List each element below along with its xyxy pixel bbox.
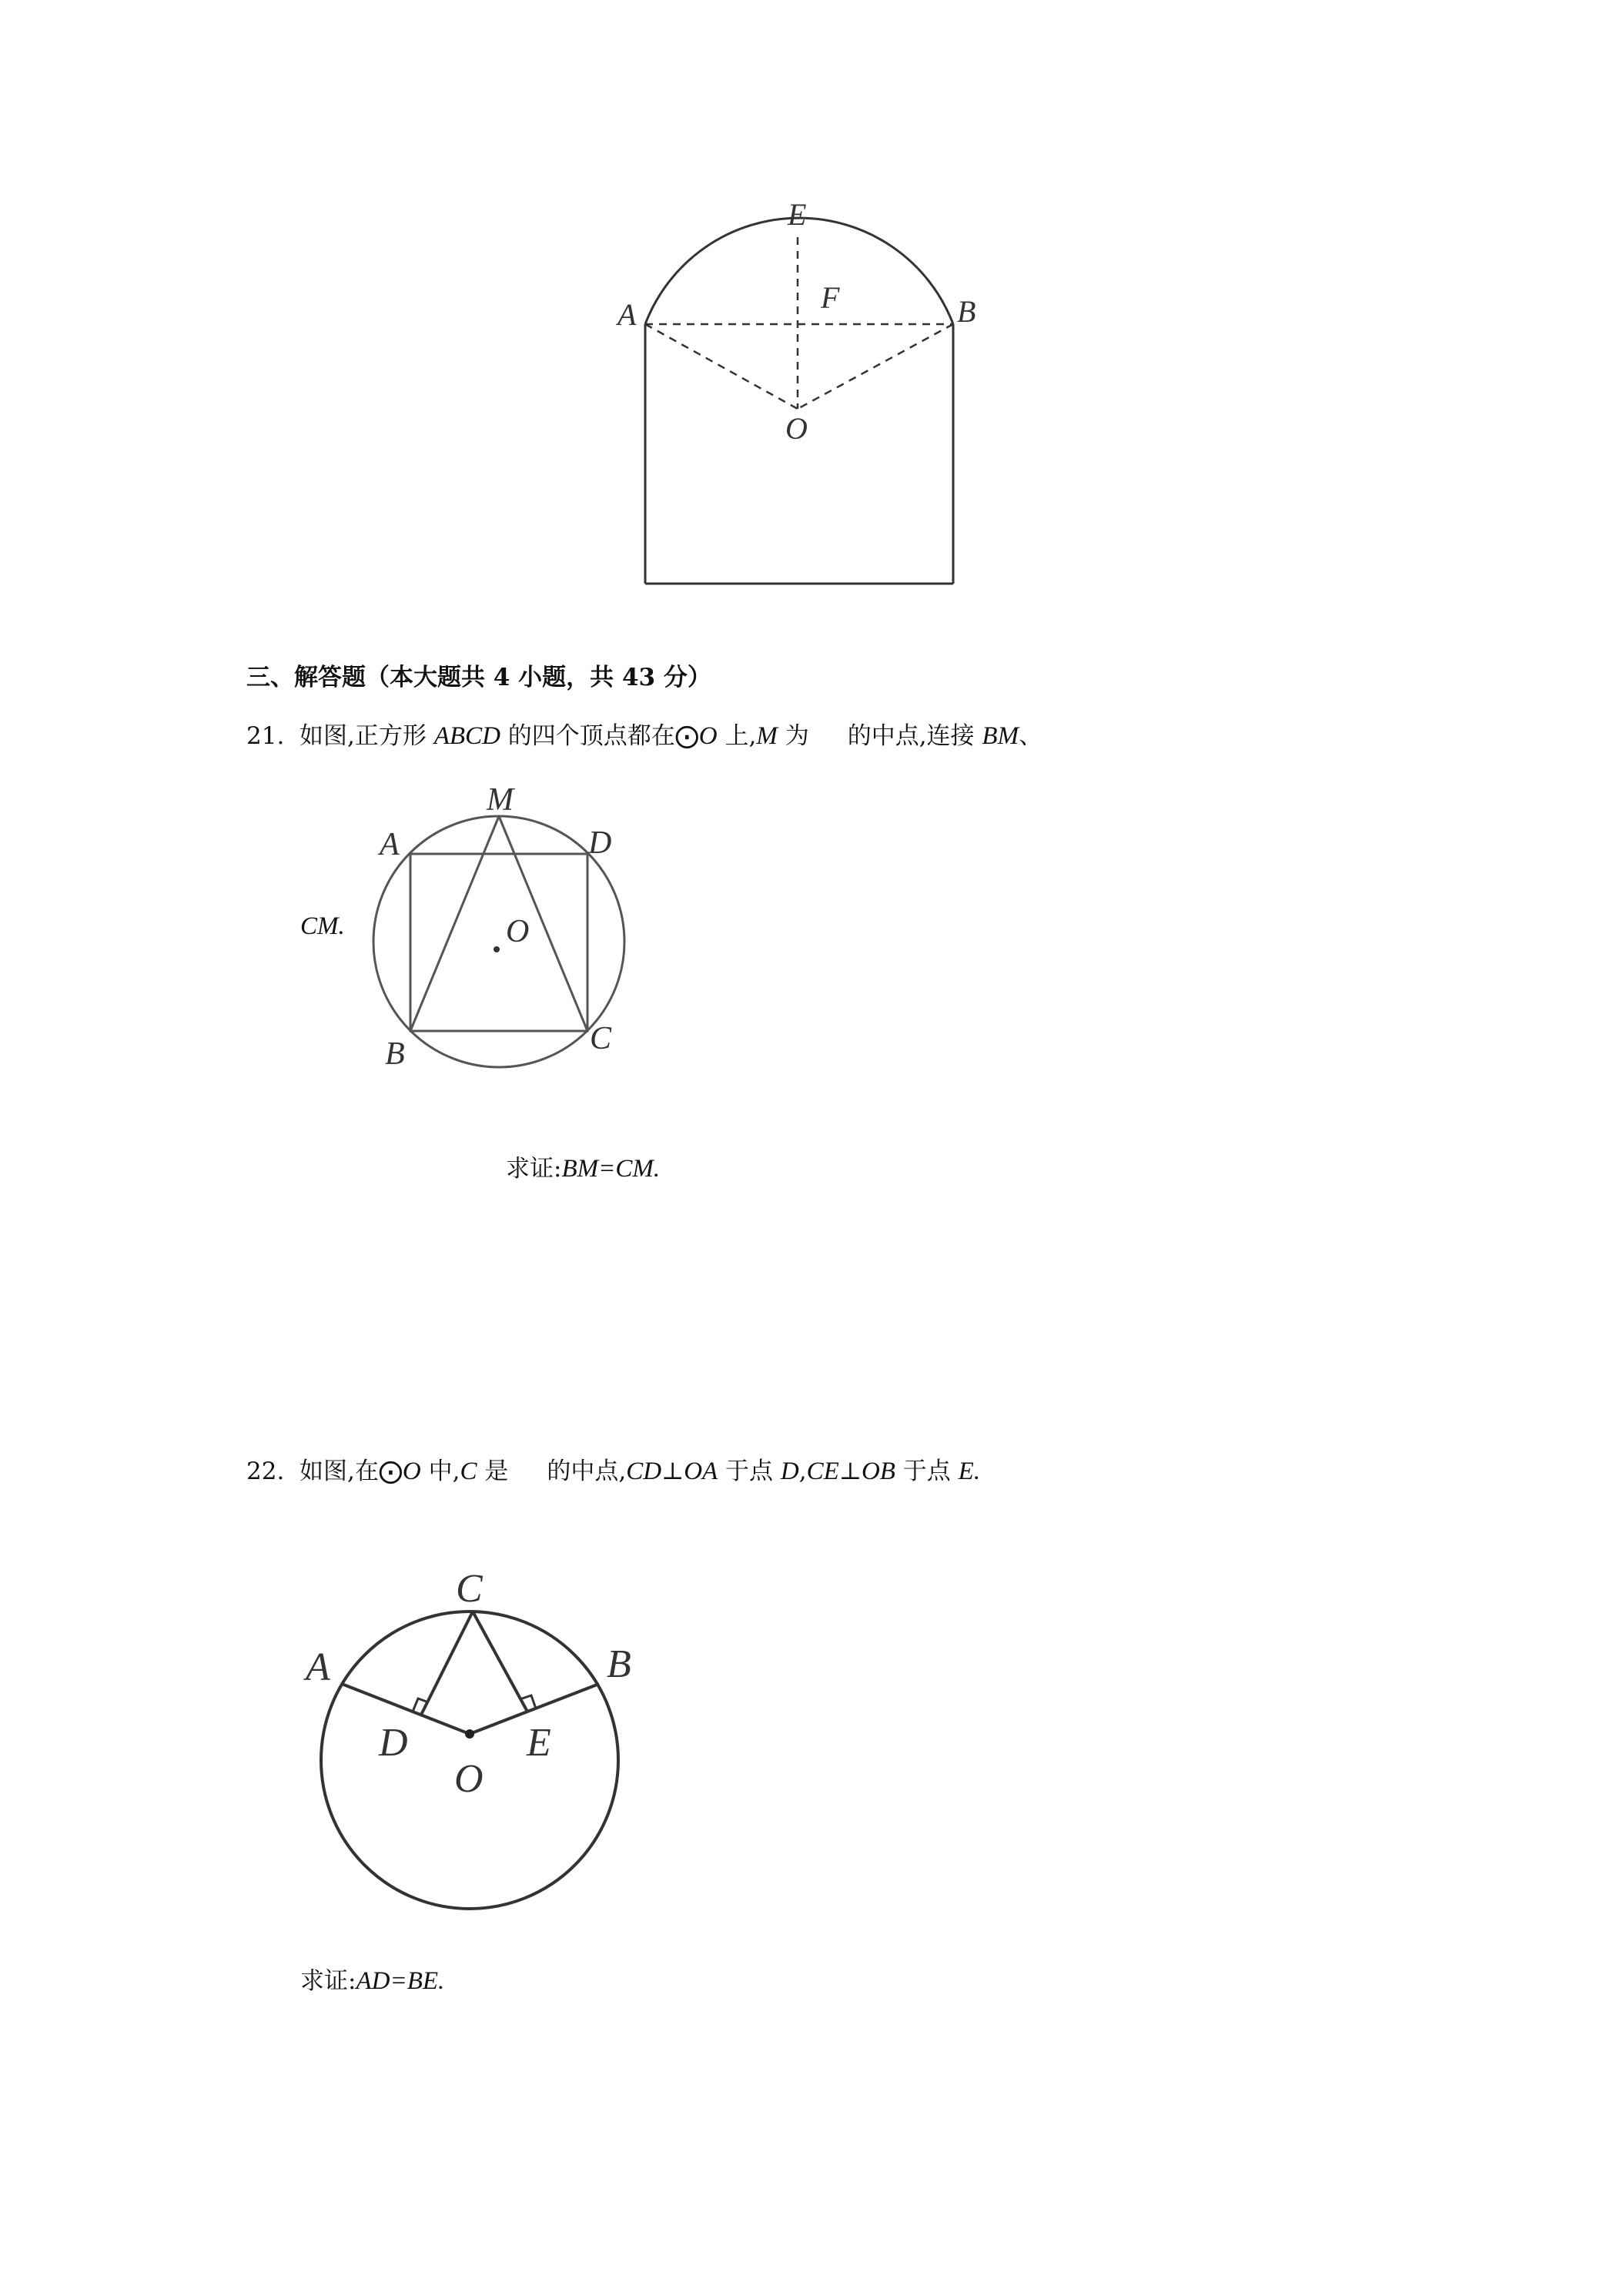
q22-prove (300, 1966, 444, 1996)
q21-label-c: C (590, 1021, 612, 1056)
q21-text-5: 的中点,连接 (847, 722, 982, 750)
q22-figure (293, 1540, 662, 1917)
q22-statement (246, 1456, 980, 1487)
q22-text-8: ⊥ (838, 1458, 862, 1485)
q22-label-o: O (454, 1757, 484, 1801)
q22-prove-label: 求证: (300, 1967, 356, 1995)
section-heading: 三、解答题（本大题共 4 小题，共 43 分） (246, 664, 711, 691)
q21-text-4: 为 (777, 722, 809, 750)
q21-figure (370, 778, 654, 1086)
q21-prove (506, 1153, 660, 1184)
q22-var-c: C (460, 1458, 477, 1485)
q22-text-9: 于点 (895, 1458, 959, 1485)
dashed-ao (645, 324, 798, 409)
q21-square-abcd (410, 854, 587, 1031)
q22-number: 22. (246, 1458, 285, 1485)
label-f: F (821, 280, 840, 315)
q21-var-bm: BM (982, 722, 1019, 750)
label-o: O (785, 411, 808, 446)
q22-label-e: E (527, 1721, 551, 1765)
q22-segment-ce (473, 1612, 527, 1712)
q22-text-2: 中, (420, 1458, 460, 1485)
q22-label-d: D (379, 1721, 408, 1765)
arch-arc (645, 218, 953, 324)
q22-segment-cd (421, 1612, 473, 1715)
q22-text-6: 于点 (718, 1458, 781, 1485)
q21-label-m: M (487, 782, 514, 818)
q21-text-2: 的四个顶点都在⨀ (500, 722, 699, 750)
q22-var-cd: CD (626, 1458, 662, 1485)
q22-label-a: A (306, 1645, 330, 1689)
q21-continuation: CM. (300, 912, 345, 940)
q21-label-o: O (506, 914, 530, 949)
q22-var-e: E. (958, 1458, 981, 1485)
q22-var-ce: CE (806, 1458, 839, 1485)
arch-rectangle-figure (601, 189, 1016, 604)
q21-number: 21. (246, 722, 285, 750)
q21-label-a: A (380, 827, 400, 862)
q21-text-1: 如图,正方形 (300, 722, 434, 750)
q22-center-dot (465, 1729, 474, 1739)
q22-text-3: 是 (477, 1458, 509, 1485)
q22-text-7: , (798, 1458, 807, 1485)
q22-var-d: D (780, 1458, 799, 1485)
q21-prove-label: 求证: (506, 1155, 562, 1183)
q21-prove-expr: BM=CM. (561, 1155, 661, 1183)
label-a: A (617, 297, 637, 332)
q22-var-ob: OB (861, 1458, 895, 1485)
q21-statement (246, 721, 1042, 751)
q21-text-3: 上, (717, 722, 757, 750)
q22-text-1: 如图,在⨀ (300, 1458, 403, 1485)
label-b: B (957, 294, 976, 329)
q21-segment-bm (410, 816, 499, 1031)
q22-var-o: O (402, 1458, 421, 1485)
q22-text-4: 的中点, (547, 1458, 627, 1485)
q21-var-m: M (756, 722, 778, 750)
q22-text-5: ⊥ (661, 1458, 684, 1485)
q21-var-o: O (698, 722, 718, 750)
q22-var-oa: OA (684, 1458, 718, 1485)
q22-prove-expr: AD=BE. (356, 1967, 445, 1995)
q21-var-abcd: ABCD (433, 722, 500, 750)
label-e: E (788, 197, 807, 232)
q21-label-d: D (588, 825, 612, 861)
q21-label-b: B (385, 1036, 405, 1072)
q22-label-b: B (607, 1642, 631, 1686)
q21-text-6: 、 (1019, 722, 1043, 750)
dashed-bo (798, 324, 953, 409)
q22-label-c: C (456, 1567, 483, 1611)
q21-center-dot (494, 946, 500, 952)
